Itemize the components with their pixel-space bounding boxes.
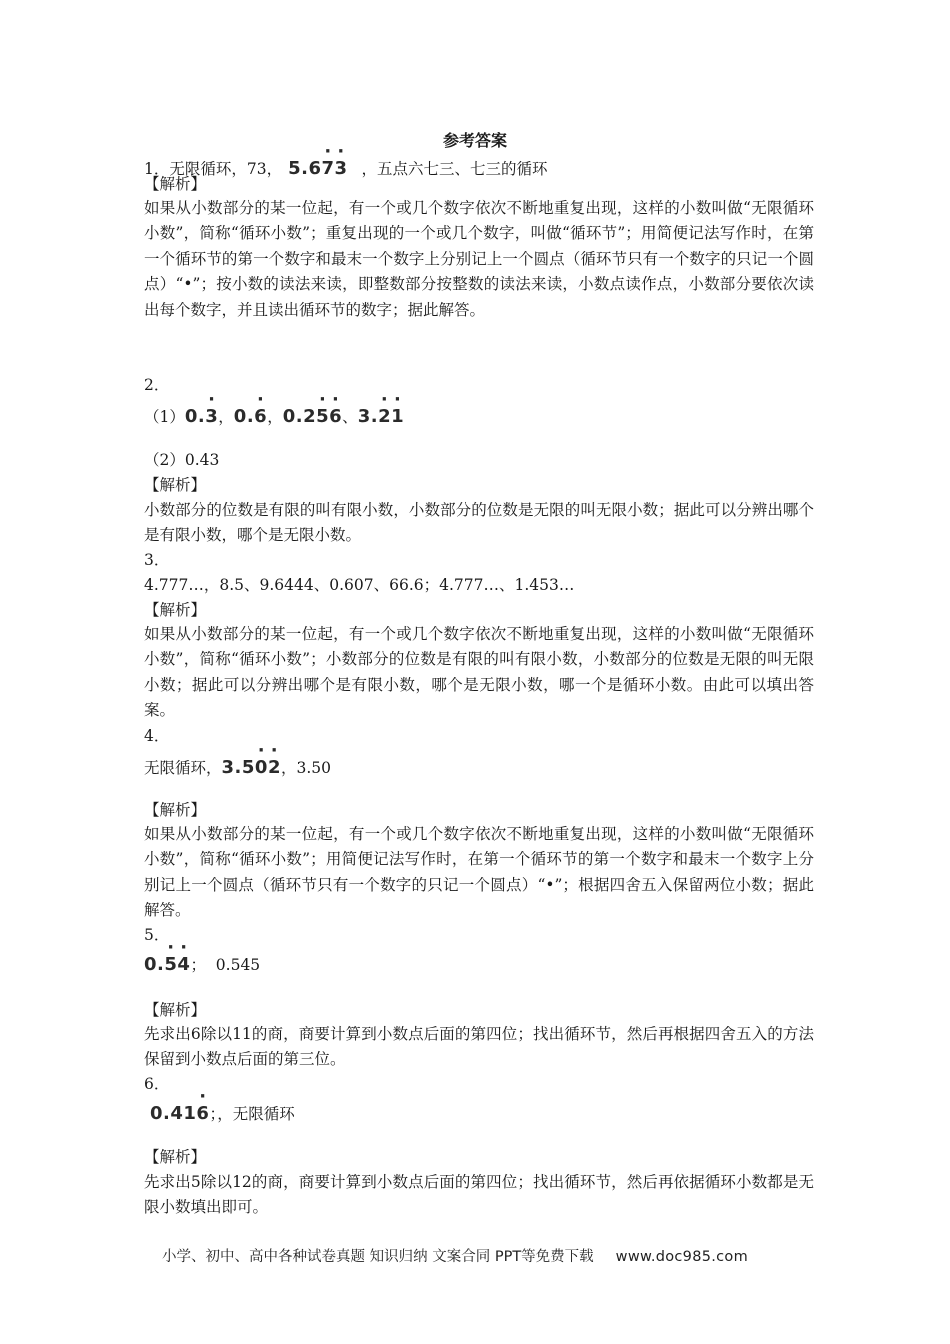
q1-analysis: 如果从小数部分的某一位起，有一个或几个数字依次不断地重复出现，这样的小数叫做“无限循环小数”，简称“循环小数”；重复出现的一个或几个数字，叫做“循环节”；用简便记法写作时，在第一个循环节的第一个数字和最末一个数字上分别记上一个圆点（循环节只有一个数字的只记一个圆点）“•”；按小数的读法来读，即整数部分按整数的读法来读，小数点读作点，小数部分要依次读出每个数字，并且读出循环节的数字；据此解答。: [144, 199, 814, 319]
q2-analysis-label: 【解析】: [144, 476, 207, 494]
q6-repeating-decimal: 0.41· 6: [150, 1103, 209, 1124]
q6-number: 6．: [144, 1075, 170, 1093]
q5-repeating-decimal: 0.· 5· 4: [144, 954, 190, 975]
q3-number: 3．: [144, 551, 170, 569]
footer-site-link[interactable]: www.doc985.com: [615, 1249, 749, 1265]
q2-number: 2．: [144, 376, 170, 394]
q2-decimal-3: 0.2· 5· 6: [283, 406, 342, 427]
q4-analysis: 如果从小数部分的某一位起，有一个或几个数字依次不断地重复出现，这样的小数叫做“无限循环小数”，简称“循环小数”；用简便记法写作时，在第一个循环节的第一个数字和最末一个数字上分别记上一个圆点（循环节只有一个数字的只记一个圆点）“•”；根据四舍五入保留两位小数；据此解答。: [144, 825, 814, 920]
page-footer: [162, 1245, 748, 1266]
q2-decimal-2: 0.· 6: [234, 406, 267, 427]
q1-prefix: 1．无限循环，73，: [144, 160, 283, 178]
q3-analysis-label: 【解析】: [144, 601, 207, 619]
q6-analysis: 先求出5除以12的商，商要计算到小数点后面的第四位；找出循环节，然后再依据循环小数都是无限小数填出即可。: [144, 1173, 814, 1217]
q6-answer: 0.41· 6；，无限循环: [144, 1101, 814, 1127]
q2-decimal-1: 0.· 3: [185, 406, 218, 427]
q4-analysis-label: 【解析】: [144, 801, 207, 819]
q1-analysis-label: 【解析】: [144, 175, 207, 193]
page-title: 参考答案: [442, 131, 507, 150]
q3-answer: 4.777…，8.5、9.6444、0.607、66.6；4.777…、1.453…: [144, 576, 575, 594]
q4-repeating-decimal: 3.5· 0· 2: [222, 757, 281, 778]
q5-answer: 0.· 5· 4； 0.545: [144, 952, 814, 978]
q3-analysis: 如果从小数部分的某一位起，有一个或几个数字依次不断地重复出现，这样的小数叫做“无限循环小数”，简称“循环小数”；小数部分的位数是有限的叫有限小数，小数部分的位数是无限的叫无限小数；据此可以分辨出哪个是有限小数，哪个是无限小数，哪一个是循环小数。由此可以填出答案。: [144, 625, 814, 720]
q2-part2: （2）0.43: [144, 451, 220, 469]
q4-answer: 无限循环，3.5· 0· 2，3.50: [144, 755, 814, 781]
q2-part1: （1）0.· 3，0.· 6，0.2· 5· 6、3.· 2· 1: [144, 404, 814, 430]
q6-analysis-label: 【解析】: [144, 1148, 207, 1166]
q2-decimal-4: 3.· 2· 1: [358, 406, 404, 427]
q1-suffix: ，五点六七三、七三的循环: [361, 160, 548, 178]
footer-text: 小学、初中、高中各种试卷真题 知识归纳 文案合同 PPT等免费下载: [162, 1249, 594, 1265]
q5-number: 5．: [144, 926, 170, 944]
q2-analysis: 小数部分的位数是有限的叫有限小数，小数部分的位数是无限的叫无限小数；据此可以分辨出哪个是有限小数，哪个是无限小数。: [144, 501, 814, 545]
q4-number: 4．: [144, 727, 170, 745]
q5-analysis: 先求出6除以11的商，商要计算到小数点后面的第四位；找出循环节，然后再根据四舍五入的方法保留到小数点后面的第三位。: [144, 1025, 814, 1069]
q5-analysis-label: 【解析】: [144, 1001, 207, 1019]
q1-repeating-decimal: 5.6· 7· 3: [288, 158, 347, 179]
